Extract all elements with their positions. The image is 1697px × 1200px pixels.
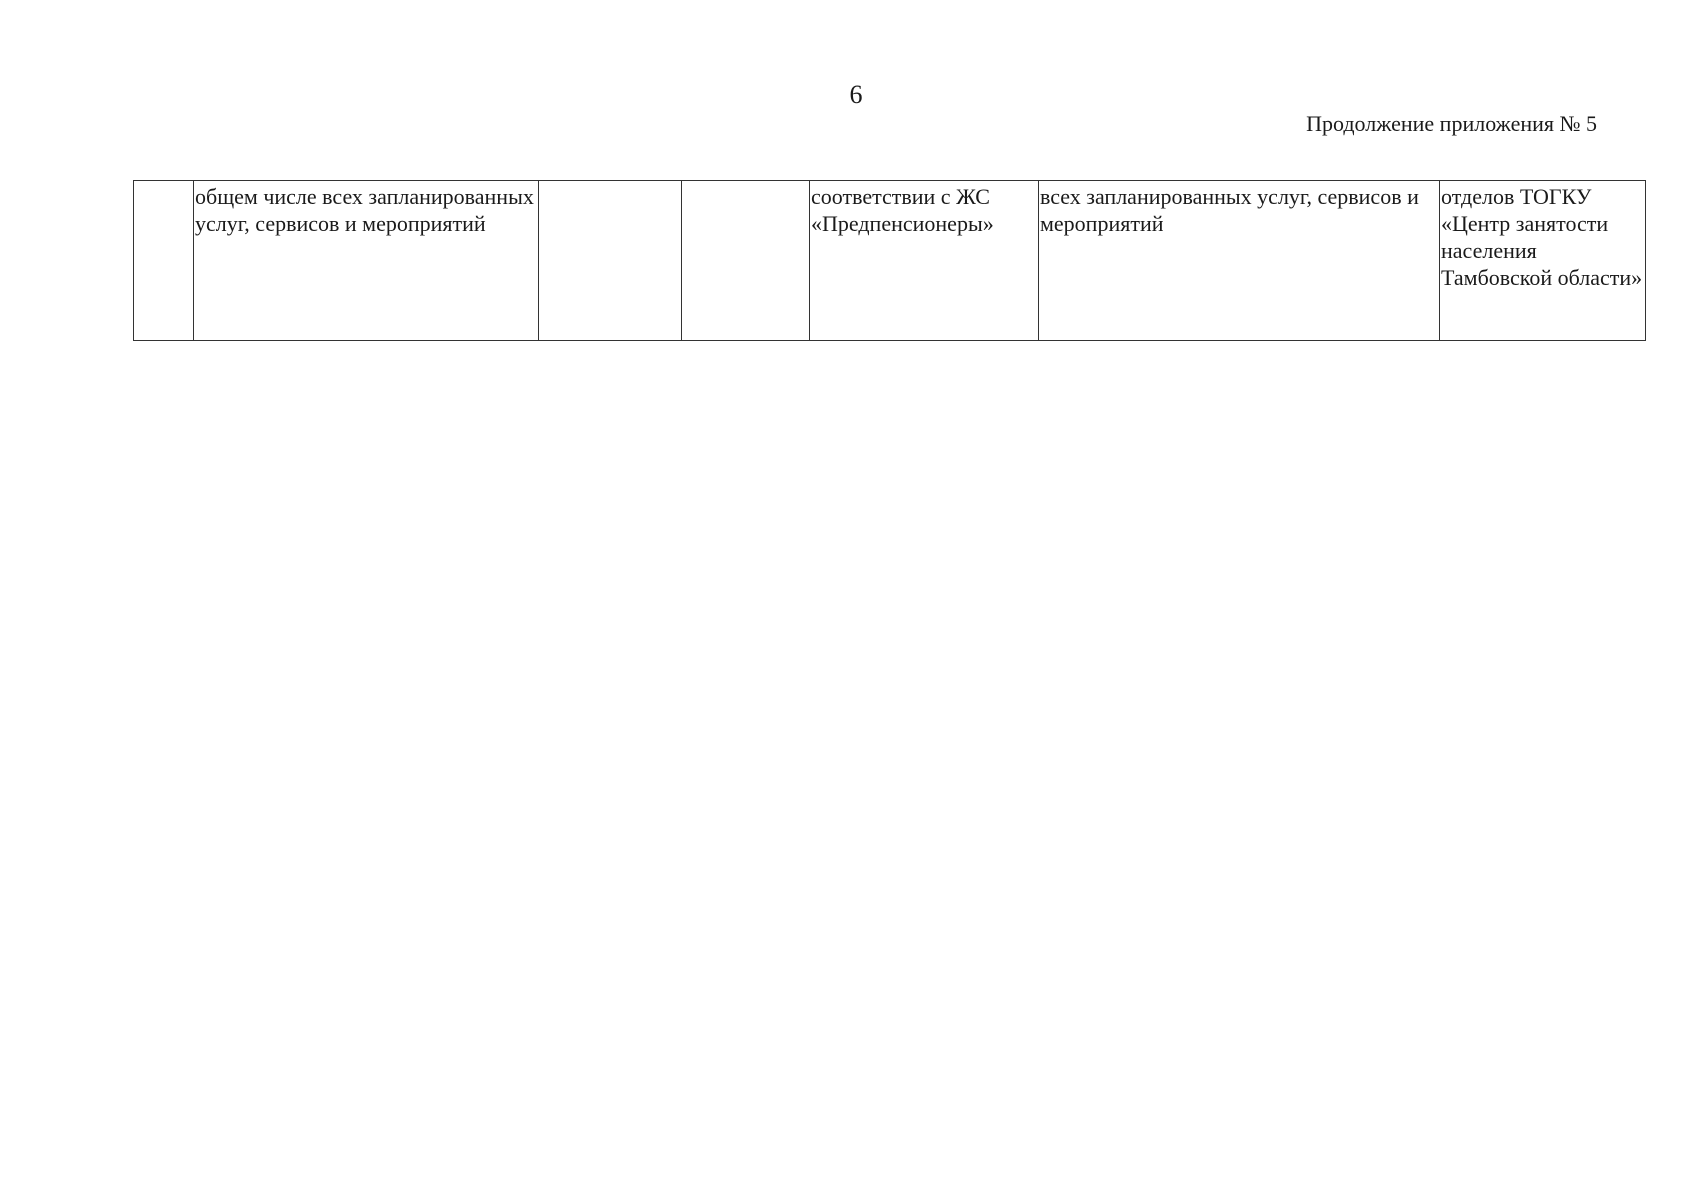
table-cell-empty bbox=[682, 181, 810, 341]
table-cell-responsible: отделов ТОГКУ «Центр занятости населения Тамбовской области» bbox=[1440, 181, 1646, 341]
table-cell-indicator: общем числе всех запланированных услуг, сервисов и мероприятий bbox=[194, 181, 539, 341]
page-number: 6 bbox=[849, 80, 863, 109]
table-cell-empty bbox=[539, 181, 682, 341]
table-cell-description: всех запланированных услуг, сервисов и мероприятий bbox=[1039, 181, 1440, 341]
table-cell-number bbox=[134, 181, 194, 341]
table-row bbox=[134, 181, 1646, 341]
appendix-table bbox=[133, 180, 1646, 341]
table-cell-basis: соответствии с ЖС «Предпенсионеры» bbox=[810, 181, 1039, 341]
appendix-continuation-note: Продолжение приложения № 5 bbox=[1306, 111, 1597, 136]
